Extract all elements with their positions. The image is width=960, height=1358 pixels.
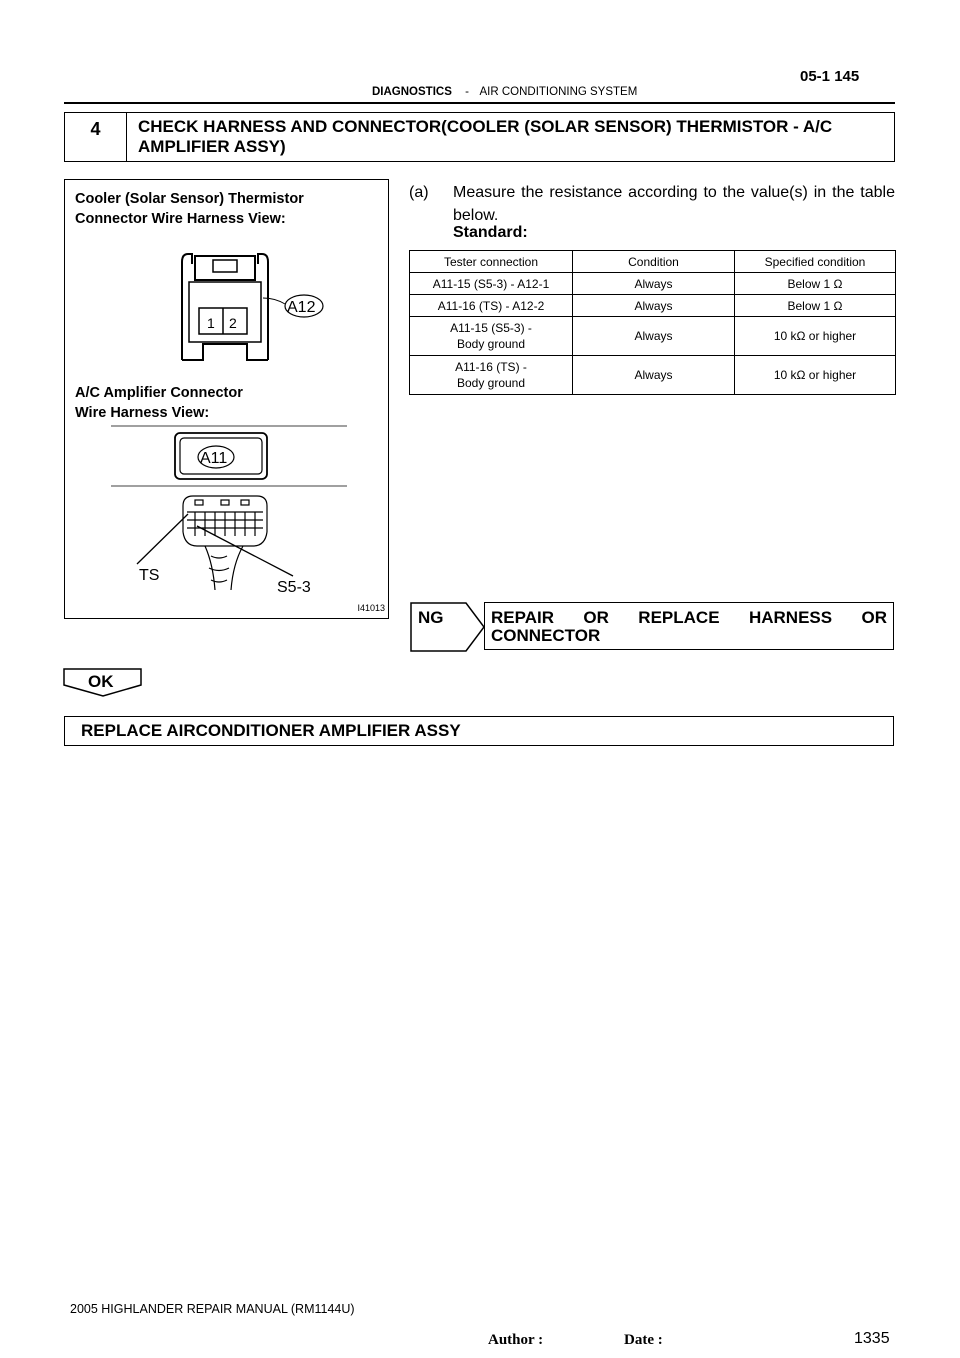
caption-amplifier-line-2: Wire Harness View: (75, 405, 210, 421)
caption-amplifier (75, 383, 243, 423)
footer-date-label: Date : (624, 1332, 663, 1348)
header-rule (64, 102, 895, 104)
cell-tester-line-2: Body ground (456, 337, 526, 351)
cell-specified: Below 1 Ω (735, 273, 896, 295)
cell-tester: A11-15 (S5-3) - A12-1 (410, 273, 573, 295)
ok-label: OK (88, 672, 114, 691)
a11-label: A11 (200, 450, 228, 467)
cell-tester (410, 356, 573, 395)
terminal-s53-label: S5-3 (277, 579, 311, 596)
caption-thermistor-line-2: Connector Wire Harness View: (75, 211, 286, 227)
footer-author-label: Author : (488, 1332, 544, 1348)
table-row (410, 356, 896, 395)
table-row (410, 317, 896, 356)
footer-page-number: 1335 (854, 1330, 890, 1347)
col-header-condition: Condition (573, 251, 735, 273)
cell-tester-line-1: A11-15 (S5-3) - (450, 321, 532, 335)
cell-tester (410, 317, 573, 356)
ng-action-text: REPAIR OR REPLACE HARNESS OR CONNECTOR (491, 608, 887, 645)
table-header-row (410, 251, 896, 273)
section-name: DIAGNOSTICS (372, 86, 452, 98)
step-number: 4 (65, 113, 127, 161)
table-row (410, 295, 896, 317)
standard-label: Standard: (453, 224, 528, 241)
figure-id: I41013 (357, 603, 385, 613)
ng-action-box (484, 602, 894, 650)
cell-condition: Always (573, 273, 735, 295)
a12-pin-1: 1 (207, 315, 215, 331)
footer-manual-title: 2005 HIGHLANDER REPAIR MANUAL (RM1144U) (70, 1302, 355, 1316)
header-section (372, 86, 637, 98)
cell-specified: 10 kΩ or higher (735, 356, 896, 395)
cell-tester: A11-16 (TS) - A12-2 (410, 295, 573, 317)
instruction-text: Measure the resistance according to the value(s) in the table below. (453, 184, 895, 224)
a12-connector-drawing (182, 254, 285, 360)
a11-harness-drawing (137, 496, 293, 590)
page-number: 05-1 145 (800, 68, 860, 85)
ok-action-text: REPLACE AIRCONDITIONER AMPLIFIER ASSY (81, 721, 461, 740)
ng-label: NG (418, 608, 444, 627)
table-row (410, 273, 896, 295)
caption-thermistor-line-1: Cooler (Solar Sensor) Thermistor (75, 191, 304, 207)
a12-label: A12 (287, 299, 316, 316)
subsection-name: AIR CONDITIONING SYSTEM (479, 86, 638, 98)
cell-specified: 10 kΩ or higher (735, 317, 896, 356)
cell-condition: Always (573, 317, 735, 356)
terminal-ts-label: TS (139, 567, 160, 584)
ok-action-box (64, 716, 894, 746)
spec-table (409, 250, 896, 395)
a12-pin-2: 2 (229, 315, 237, 331)
cell-tester-line-2: Body ground (456, 376, 526, 390)
cell-specified: Below 1 Ω (735, 295, 896, 317)
instruction-label: (a) (409, 184, 429, 201)
cell-condition: Always (573, 295, 735, 317)
col-header-specified: Specified condition (735, 251, 896, 273)
caption-amplifier-line-1: A/C Amplifier Connector (75, 385, 243, 401)
col-header-tester: Tester connection (410, 251, 573, 273)
section-separator: - (465, 86, 469, 98)
step-box (64, 112, 895, 162)
cell-condition: Always (573, 356, 735, 395)
cell-tester-line-1: A11-16 (TS) - (455, 360, 527, 374)
step-title: CHECK HARNESS AND CONNECTOR(COOLER (SOLAR SENSOR) THERMISTOR - A/C AMPLIFIER ASSY) (138, 117, 833, 156)
connector-illustration (64, 179, 389, 619)
